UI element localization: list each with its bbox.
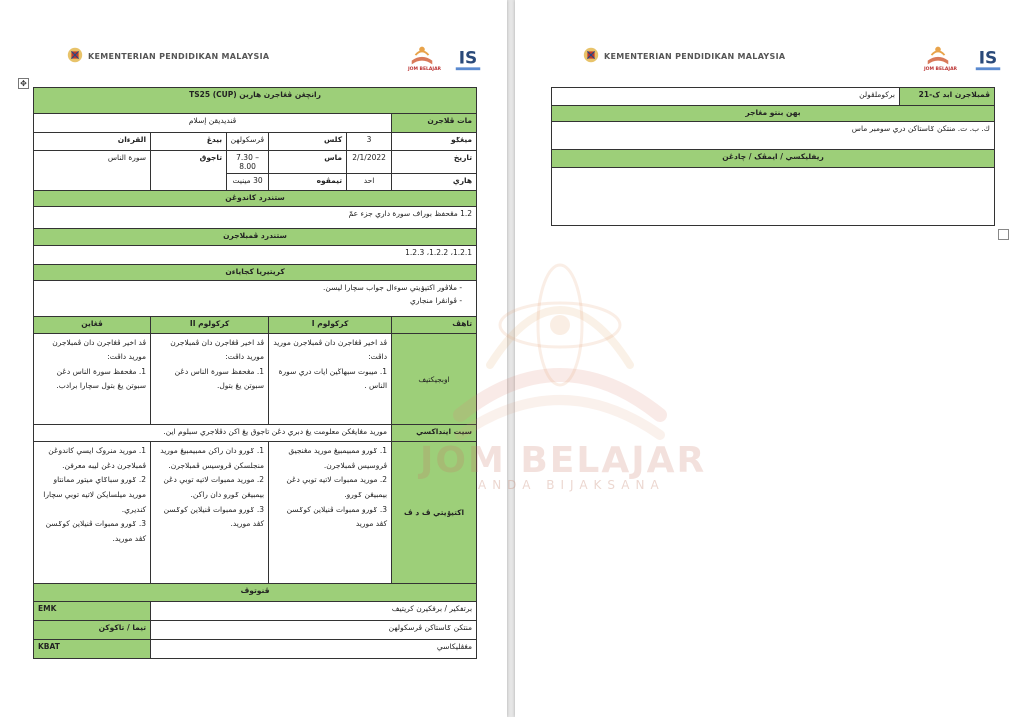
learning-standard-heading: ستندرد ڤمبلاجرن	[34, 229, 477, 246]
reflection-heading: ريفليکسي / ايمڤک / چادڠن	[552, 150, 995, 168]
theme-value: منتكن ݢاستاكن ڤرسكولهن	[151, 621, 477, 640]
page-header	[515, 38, 1024, 78]
plan-title: رانچڠن ڤڠاجرن هارين TS25 (CUP)	[34, 88, 477, 114]
tools-value: ك. ب. ت. منتكن ݢاستاكن دري سومبر ماس	[552, 122, 995, 150]
activities-level-2: 1. ݢورو دان راكن ممبيمبيڠ موريد منجلسكن ڤروسيس ڤمبلاجرن. 2. موريد ممبوات لاتيه توبي دڠن بيمبيڠن ݢورو دان راكن. 3. ݢورو ممبوات ڤنيلاين كوݢسن كڤد موريد.	[151, 442, 269, 584]
impact-value: بركوملڤولن	[552, 88, 900, 106]
duration-label: تيمڤوه	[269, 174, 347, 191]
topic-value: سورة الناس	[34, 151, 151, 191]
induction-value: موريد مڠايڠكن معلومت يڠ دبري دڠن تاجوق يڠ اكن دڤلاجري سبلوم اين.	[34, 425, 392, 442]
date-value: 2/1/2022	[347, 151, 392, 174]
ministry-name: KEMENTERIAN PENDIDIKAN MALAYSIA	[88, 52, 270, 61]
activities-level-1: 1. ݢورو ممبيمبيڠ موريد مڠنجيق ڤروسيس ڤمبلاجرن. 2. موريد ممبوات لاتيه توبي دڠن بيمبيڠن ݢورو. 3. ݢورو ممبوات ڤنيلاين كوݢسن كڤد موريد	[269, 442, 392, 584]
book-logo-icon	[924, 42, 952, 70]
table-move-handle[interactable]: ✥	[18, 78, 29, 89]
watermark-subtext: ANDA BIJAKSANA	[478, 478, 665, 492]
activities-level-3: 1. موريد منروک ايسي كاندوڠن ڤمبلاجرن دڠن ليبه معرفن. 2. ݢورو سباݢاي ميتور ممانتاو موريد ميلسايكن لاتيه توبي سچارا كنديري. 3. ݢورو ممبوات ڤنيلاين كوݢسن كڤد موريد.	[34, 442, 151, 584]
success-criteria-list	[34, 281, 477, 317]
level-label: تاهڤ	[392, 317, 477, 334]
school-logo-icon	[972, 40, 1004, 74]
activities-label: اكتيۏيتي ڤ د ڤ	[392, 442, 477, 584]
watermark-text: JOM BELAJAR	[420, 440, 707, 481]
success-criteria-item: - ملاڤور اكتيۏيتي سوءال جواب سچارا ليسن.	[322, 283, 463, 292]
content-standard-heading: ستندرد كاندوڠن	[34, 191, 477, 207]
tools-heading: بهن بنتو مڠاجر	[552, 106, 995, 122]
time-label: ماس	[269, 151, 347, 174]
malaysia-crest-icon	[66, 46, 84, 64]
objective-level-1: ڤد اخير ڤڠاجرن دان ڤمبلاجرن موريد داڤت: 1. ميبوت سبهاڬين ايات دري سورة الناس .	[269, 334, 392, 425]
svg-text:IS: IS	[458, 47, 478, 68]
logo-caption: JOM BELAJAR	[408, 67, 442, 72]
lesson-plan-table-continued	[551, 87, 995, 226]
content-standard-value: 1.2 مڠحفظ بوراف سورة داري جزء عمّ	[34, 207, 477, 229]
emk-label: EMK	[34, 602, 151, 621]
class-label: كلس	[269, 133, 347, 151]
week-label: ميڠݢو	[392, 133, 477, 151]
emk-value: برتفكير / برفكيرن كريتيف	[151, 602, 477, 621]
field-value: القرءان	[34, 133, 151, 151]
ministry-name: KEMENTERIAN PENDIDIKAN MALAYSIA	[604, 52, 786, 61]
page-header	[0, 38, 507, 78]
time-value: 7.30 – 8.00	[227, 151, 269, 174]
success-criteria-heading: كريتيريا كجاياءن	[34, 265, 477, 281]
subject-value: ڤنديديقن إسلام	[34, 114, 392, 133]
duration-value: 30 مينيت	[227, 174, 269, 191]
day-label: هاري	[392, 174, 477, 191]
malaysia-crest-icon	[582, 46, 600, 64]
impact-label: ڤمبلاجرن ابد ک-21	[900, 88, 995, 106]
induction-label: سيت اينداكسي	[392, 425, 477, 442]
book-logo-icon	[408, 42, 436, 70]
document-page-1	[0, 0, 507, 717]
school-logo-icon	[452, 40, 484, 74]
reflection-value[interactable]	[552, 168, 995, 226]
objective-level-3: ڤد اخير ڤڠاجرن دان ڤمبلاجرن موريد داڤت: 1. مڠحفظ سورة الناس دڠن سبوتن يڠ بتول سچارا برادب.	[34, 334, 151, 425]
subject-label: مات ڤلاجرن	[392, 114, 477, 133]
lesson-plan-table	[33, 87, 477, 659]
class-value: ڤرسكولهن	[227, 133, 269, 151]
kbat-label: KBAT	[34, 640, 151, 659]
success-criteria-item: - ڤوانڤرا منجاري	[410, 296, 463, 305]
svg-text:IS: IS	[978, 47, 998, 68]
level-col-1: كركولوم I	[269, 317, 392, 334]
theme-label: تيما / تاكوكن	[34, 621, 151, 640]
level-col-2: كركولوم II	[151, 317, 269, 334]
cell-end-marker	[998, 229, 1009, 240]
topic-label: تاجوق	[151, 151, 227, 191]
logo-caption: JOM BELAJAR	[924, 67, 958, 72]
document-page-2	[515, 0, 1024, 717]
objective-level-2: ڤد اخير ڤڠاجرن دان ڤمبلاجرن موريد داڤت: 1. مڠحفظ سورة الناس دڠن سبوتن يڠ بتول.	[151, 334, 269, 425]
level-col-3: ڤڠاين	[34, 317, 151, 334]
learning-standard-value: 1.2.1، 1.2.2، 1.2.3	[34, 246, 477, 265]
kbat-value: مڠڤليكاسي	[151, 640, 477, 659]
day-value: احد	[347, 174, 392, 191]
week-value: 3	[347, 133, 392, 151]
date-label: تاريخ	[392, 151, 477, 174]
field-label: بيدڠ	[151, 133, 227, 151]
objective-label: اوبجيكتيف	[392, 334, 477, 425]
closing-heading: ڤنوتوڤ	[34, 584, 477, 602]
